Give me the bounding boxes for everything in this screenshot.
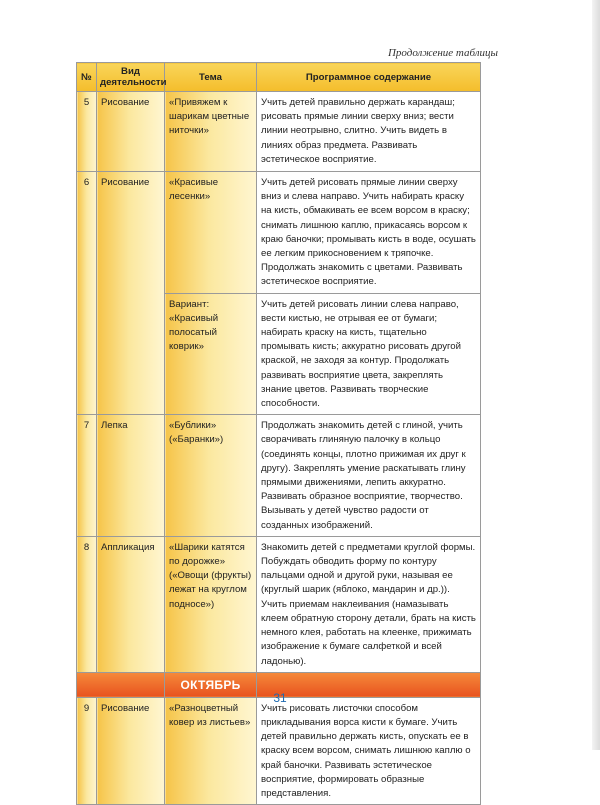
table-row	[77, 92, 481, 172]
header-theme: Тема	[165, 63, 257, 92]
row-theme-variant: Вариант: «Красивый полосатый коврик»	[165, 293, 257, 415]
row-content: Учить рисовать листочки способом прикладывания ворса кисти к бумаге. Учить детей правильно держать кисть, опускать ее в краску всем ворсом, снимать лишнюю каплю о край баночки. Развивать эстетическое восприятие, формировать образные представления.	[257, 697, 481, 804]
header-num: №	[77, 63, 97, 92]
row-content: Учить детей правильно держать карандаш; рисовать прямые линии сверху вниз; вести линии неотрывно, слитно. Учить видеть в линиях образ предмета. Развивать эстетическое восприятие.	[257, 92, 481, 172]
header-content: Программное содержание	[257, 63, 481, 92]
row-content-variant: Учить детей рисовать линии слева направо, вести кистью, не отрывая ее от бумаги; набирать краску на кисть, тщательно промывать кисть; аккуратно рисовать другой краской, не заходя за контур. Продолжать развивать восприятие цвета, закреплять знание цветов. Развивать творческие способности.	[257, 293, 481, 415]
row-content: Учить детей рисовать прямые линии сверху вниз и слева направо. Учить набирать краску на кисть, обмакивать ее всем ворсом в краску; снимать лишнюю каплю, прикасаясь ворсом к краю баночки; промывать кисть в воде, осушать ее легким прикосновением к тряпочке. Продолжать знакомить с цветами. Развивать эстетическое восприятие.	[257, 172, 481, 294]
row-content: Знакомить детей с предметами круглой формы. Побуждать обводить форму по контуру пальцами одной и другой руки, называя ее (круглый шарик (яблоко, мандарин и др.)). Учить приемам наклеивания (намазывать клеем обратную сторону детали, брать на кисть немного клея, работать на клеенке, прижимать изображение к бумаге салфеткой и всей ладонью).	[257, 536, 481, 672]
row-activity: Рисование	[97, 172, 165, 415]
table-continuation-caption: Продолжение таблицы	[387, 47, 498, 59]
row-theme: «Красивые лесенки»	[165, 172, 257, 294]
row-theme: «Шарики катятся по дорожке» («Овощи (фрукты) лежат на круглом подносе»)	[165, 536, 257, 672]
row-number: 8	[77, 536, 97, 672]
table-row	[77, 415, 481, 537]
row-theme: «Привяжем к шарикам цветные ниточки»	[165, 92, 257, 172]
row-number: 6	[77, 172, 97, 415]
row-activity: Рисование	[97, 92, 165, 172]
row-number: 7	[77, 415, 97, 537]
header-activity: Вид деятельности	[97, 63, 165, 92]
table-row	[77, 697, 481, 804]
page-edge	[592, 0, 600, 750]
row-number: 5	[77, 92, 97, 172]
page-number: 31	[273, 691, 287, 705]
table-header-row	[77, 63, 481, 92]
month-band-left	[77, 672, 165, 697]
table-row	[77, 172, 481, 294]
row-activity: Аппликация	[97, 536, 165, 672]
row-content: Продолжать знакомить детей с глиной, учить сворачивать глиняную палочку в кольцо (соединять концы, плотно прижимая их друг к другу). Закреплять умение раскатывать глину прямыми движениями, лепить аккуратно. Развивать образное восприятие, творчество. Вызывать у детей чувство радости от созданных изображений.	[257, 415, 481, 537]
row-number: 9	[77, 697, 97, 804]
row-activity: Лепка	[97, 415, 165, 537]
month-label: ОКТЯБРЬ	[165, 672, 257, 697]
row-activity: Рисование	[97, 697, 165, 804]
row-theme: «Бублики» («Баранки»)	[165, 415, 257, 537]
table-row	[77, 536, 481, 672]
row-theme: «Разноцветный ковер из листьев»	[165, 697, 257, 804]
